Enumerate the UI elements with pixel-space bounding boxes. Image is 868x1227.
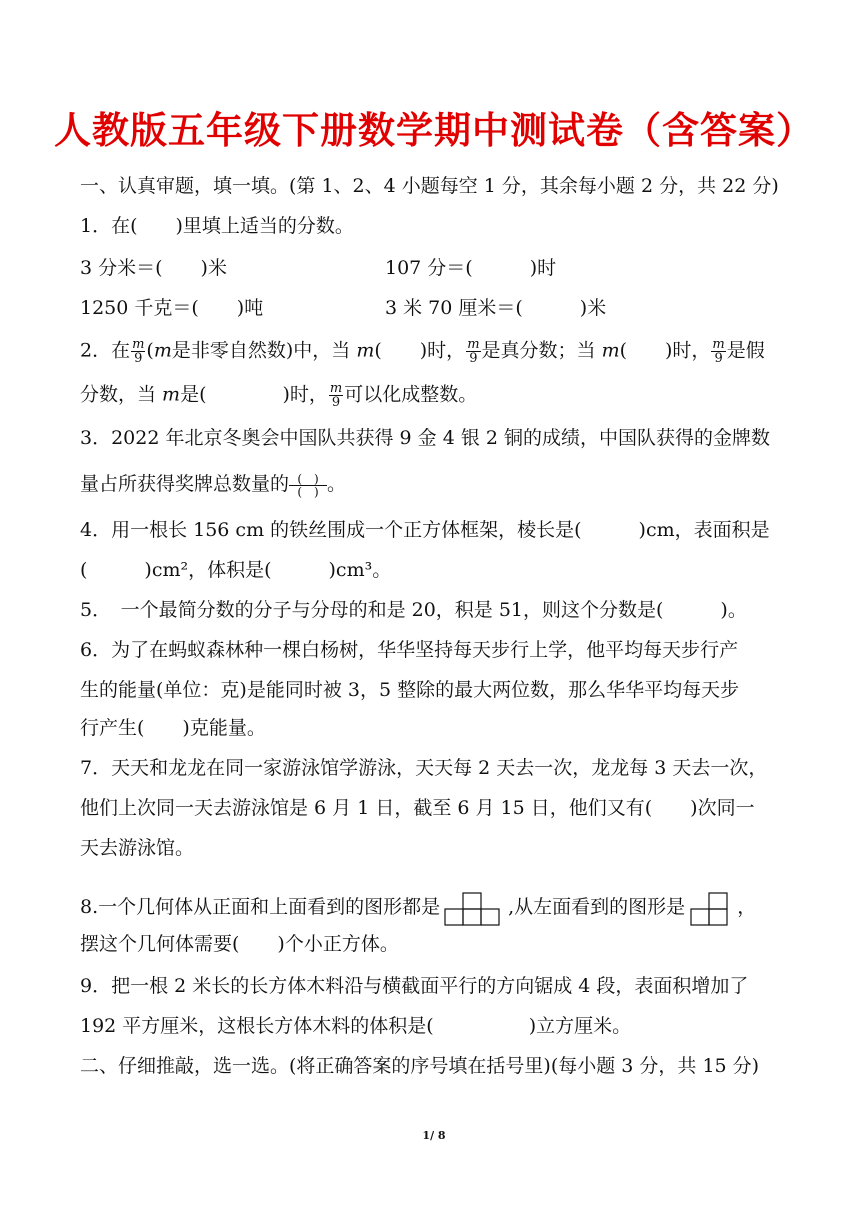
- q2-text: 是( )时，: [180, 383, 328, 406]
- q1-item-b: 107 分＝( )时: [385, 257, 557, 279]
- q2-text: 是非零自然数)中，当: [171, 339, 357, 362]
- q2-text: ( )时，: [374, 339, 466, 362]
- fraction-m-over-9: [131, 338, 145, 365]
- q2-text: 可以化成整数。: [344, 383, 478, 406]
- page-number: 1/ 8: [422, 1129, 446, 1142]
- q1-item-c: 1250 千克＝( )吨: [80, 297, 264, 319]
- q7-line-2: 他们上次同一天去游泳馆是 6 月 1 日，截至 6 月 15 日，他们又有( )次同一: [80, 797, 755, 819]
- q2-text: 是真分数；当: [481, 339, 602, 362]
- fraction-numerator: m: [329, 381, 343, 396]
- q4-line-1: 4．用一根长 156 cm 的铁丝围成一个正方体框架，棱长是( )cm，表面积是: [80, 519, 770, 541]
- page-title: 人教版五年级下册数学期中测试卷（含答案）: [54, 109, 814, 152]
- fraction-denominator: 9: [134, 351, 143, 366]
- front-top-view-figure: [444, 890, 504, 926]
- fraction-denominator: 9: [469, 351, 478, 366]
- q2-var-m: m: [162, 383, 181, 406]
- q1-item-a: 3 分米＝( )米: [80, 257, 227, 279]
- blank-denominator: ( ): [297, 484, 319, 499]
- q8-text: ,从左面看到的图形是: [508, 896, 686, 918]
- q7-line-3: 天去游泳馆。: [80, 837, 195, 859]
- q2-text: (: [146, 339, 154, 362]
- q9-line-1: 9．把一根 2 米长的长方体木料沿与横截面平行的方向锯成 4 段，表面积增加了: [80, 975, 749, 997]
- blank-numerator: ( ): [289, 473, 327, 486]
- q8-line-2: 摆这个几何体需要( )个小正方体。: [80, 933, 399, 955]
- q1-stem: 1．在( )里填上适当的分数。: [80, 215, 354, 237]
- q8-line-1: [80, 890, 756, 926]
- q2-var-m: m: [601, 339, 620, 362]
- q2-line-1: [80, 338, 765, 365]
- q8-text: 8.一个几何体从正面和上面看到的图形都是: [80, 896, 441, 918]
- q8-text: ，: [737, 896, 757, 918]
- q2-text: 是假: [726, 339, 765, 362]
- q2-text: 分数，当: [80, 383, 163, 406]
- section-1-heading: 一、认真审题，填一填。(第 1、2、4 小题每空 1 分，其余每小题 2 分，共 22 分): [80, 175, 779, 197]
- q3-line-1: 3．2022 年北京冬奥会中国队共获得 9 金 4 银 2 铜的成绩，中国队获得的金牌数: [80, 427, 770, 449]
- q9-line-2: 192 平方厘米，这根长方体木料的体积是( )立方厘米。: [80, 1015, 632, 1037]
- left-view-figure: [689, 890, 733, 926]
- fraction-denominator: 9: [714, 351, 723, 366]
- fraction-numerator: m: [467, 337, 480, 352]
- q3-text: 。: [327, 473, 347, 495]
- q6-line-1: 6．为了在蚂蚁森林种一棵白杨树，华华坚持每天步行上学，他平均每天步行产: [80, 639, 739, 661]
- fraction-m-over-9: [466, 338, 480, 365]
- q2-text: 2．在: [80, 339, 131, 362]
- fraction-numerator: m: [712, 337, 725, 352]
- q3-text: 量占所获得奖牌总数量的: [80, 473, 290, 495]
- q1-item-d: 3 米 70 厘米＝( )米: [385, 297, 607, 319]
- q6-line-3: 行产生( )克能量。: [80, 717, 266, 739]
- q2-text: ( )时，: [619, 339, 711, 362]
- q2-var-m: m: [153, 339, 172, 362]
- q7-line-1: 7．天天和龙龙在同一家游泳馆学游泳，天天每 2 天去一次，龙龙每 3 天去一次，: [80, 757, 768, 779]
- fraction-m-over-9: [711, 338, 725, 365]
- q4-line-2: ( )cm²，体积是( )cm³。: [80, 559, 392, 581]
- fraction-denominator: 9: [331, 395, 341, 410]
- section-2-heading: 二、仔细推敲，选一选。(将正确答案的序号填在括号里)(每小题 3 分，共 15 分): [80, 1055, 760, 1077]
- fraction-m-over-9: [329, 382, 343, 409]
- blank-fraction: [289, 473, 327, 498]
- q6-line-2: 生的能量(单位：克)是能同时被 3，5 整除的最大两位数，那么华华平均每天步: [80, 679, 740, 701]
- q2-line-2: [80, 382, 477, 409]
- q5: 5． 一个最简分数的分子与分母的和是 20，积是 51，则这个分数是( )。: [80, 599, 747, 621]
- q3-line-2: [80, 472, 346, 498]
- q2-var-m: m: [356, 339, 375, 362]
- fraction-numerator: m: [132, 337, 145, 352]
